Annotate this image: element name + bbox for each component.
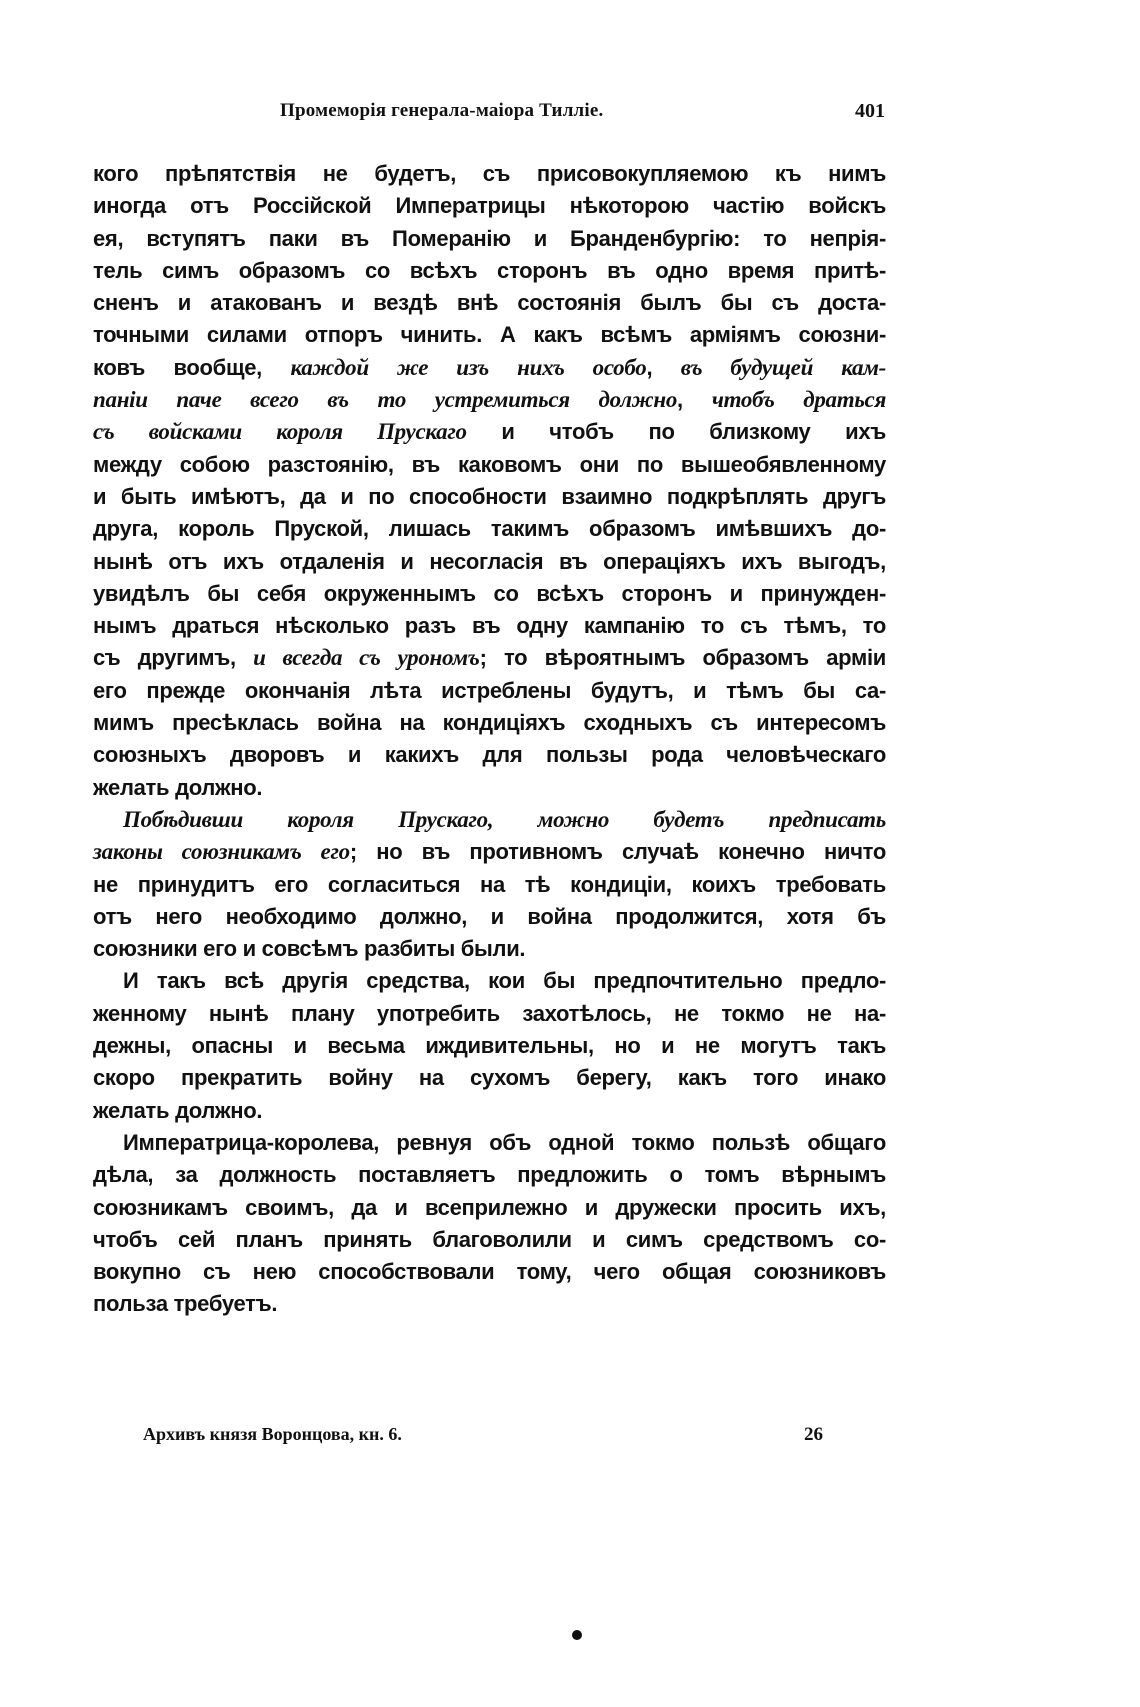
text-segment: , bbox=[677, 387, 712, 413]
text-line bbox=[93, 352, 886, 384]
text-segment: его прежде окончанія лѣта истреблены будутъ, и тѣмъ бы са- bbox=[93, 677, 886, 703]
text-segment: съ другимъ, bbox=[93, 645, 254, 671]
text-line bbox=[93, 901, 886, 933]
italic-text: законы союзникамъ его bbox=[93, 839, 350, 865]
text-line bbox=[93, 158, 886, 190]
text-segment: кого прѣпятствія не будетъ, съ присовокупляемою къ нимъ bbox=[93, 161, 886, 186]
text-line bbox=[93, 190, 886, 222]
text-segment: ; то вѣроятнымъ образомъ арміи bbox=[479, 645, 886, 671]
paragraph bbox=[93, 804, 886, 965]
text-segment: и быть имѣютъ, да и по способности взаимно подкрѣплять другъ bbox=[93, 483, 886, 509]
text-segment: нымъ драться нѣсколько разъ въ одну кампанію то съ тѣмъ, то bbox=[93, 613, 886, 639]
text-segment: между собою разстоянію, въ каковомъ они по вышеобявленному bbox=[93, 451, 886, 477]
text-line bbox=[93, 1256, 886, 1288]
paragraph bbox=[93, 1127, 886, 1321]
text-line bbox=[93, 223, 886, 255]
text-line bbox=[93, 933, 886, 965]
text-line bbox=[93, 384, 886, 416]
text-line bbox=[93, 578, 886, 610]
text-segment: вокупно съ нею способствовали тому, чего общая союзниковъ bbox=[93, 1259, 886, 1285]
text-line bbox=[93, 739, 886, 771]
italic-text: Побѣдивши короля Прускаго, можно будетъ предписать bbox=[123, 806, 886, 832]
text-segment: Императрица-королева, ревнуя объ одной токмо пользѣ общаго bbox=[123, 1129, 886, 1155]
running-title: Промеморія генерала-маіора Тилліе. bbox=[280, 100, 604, 121]
page-number: 401 bbox=[855, 100, 885, 122]
text-line bbox=[93, 449, 886, 481]
text-line bbox=[93, 610, 886, 642]
text-segment: скоро прекратить войну на сухомъ берегу, какъ того инако bbox=[93, 1065, 886, 1091]
text-line bbox=[93, 836, 886, 868]
text-line bbox=[93, 869, 886, 901]
text-line bbox=[93, 319, 886, 351]
text-segment: желать должно. bbox=[93, 774, 263, 800]
text-line bbox=[93, 481, 886, 513]
text-line bbox=[93, 1159, 886, 1191]
page-footer bbox=[143, 1424, 823, 1445]
text-line bbox=[93, 513, 886, 545]
text-line bbox=[93, 416, 886, 448]
text-line bbox=[93, 642, 886, 674]
text-segment: желать должно. bbox=[93, 1097, 263, 1123]
text-segment: увидѣлъ бы себя окруженнымъ со всѣхъ сторонъ и принужден- bbox=[93, 580, 886, 606]
italic-text: чтобъ драться bbox=[711, 387, 886, 413]
text-line bbox=[93, 1030, 886, 1062]
text-segment: И такъ всѣ другія средства, кои бы предпочтительно предло- bbox=[123, 968, 886, 994]
text-segment: друга, король Пруской, лишась такимъ образомъ имѣвшихъ до- bbox=[93, 516, 886, 542]
signature-mark: 26 bbox=[804, 1424, 823, 1445]
italic-text: паніи паче всего въ то устремиться должно bbox=[93, 387, 678, 413]
text-segment: мимъ пресѣклась война на кондиціяхъ сходныхъ съ интересомъ bbox=[93, 710, 886, 736]
text-segment: чтобъ сей планъ принять благоволили и симъ средствомъ со- bbox=[93, 1226, 886, 1252]
text-segment: точными силами отпоръ чинить. А какъ всѣмъ арміямъ союзни- bbox=[93, 322, 886, 348]
text-line bbox=[93, 1127, 886, 1159]
running-head bbox=[280, 100, 885, 130]
paragraph bbox=[93, 158, 886, 804]
text-segment: ; но въ противномъ случаѣ конечно ничто bbox=[349, 839, 886, 865]
italic-text: каждой же изъ нихъ особо bbox=[290, 354, 647, 380]
text-line bbox=[93, 1095, 886, 1127]
ink-blot bbox=[572, 1630, 582, 1640]
text-segment: женному нынѣ плану употребить захотѣлось, не токмо не на- bbox=[93, 1000, 886, 1026]
italic-text: въ будущей кам- bbox=[680, 354, 887, 380]
text-segment: союзникамъ своимъ, да и всеприлежно и дружески просить ихъ, bbox=[93, 1194, 886, 1220]
text-segment: ковъ вообще, bbox=[93, 354, 291, 380]
text-segment: тель симъ образомъ со всѣхъ сторонъ въ одно время притѣ- bbox=[93, 257, 886, 283]
text-line bbox=[93, 255, 886, 287]
text-line bbox=[93, 1288, 886, 1320]
footer-source: Архивъ князя Воронцова, кн. 6. bbox=[143, 1424, 402, 1444]
italic-text: съ войсками короля Прускаго bbox=[93, 419, 467, 445]
text-segment: иногда отъ Россійской Императрицы нѣкоторою частію войскъ bbox=[93, 193, 886, 219]
text-line bbox=[93, 998, 886, 1030]
text-segment: отъ него необходимо должно, и война продолжится, хотя бъ bbox=[93, 903, 886, 929]
text-segment: , bbox=[646, 354, 681, 380]
italic-text: и всегда съ урономъ bbox=[253, 645, 480, 671]
text-segment: союзники его и совсѣмъ разбиты были. bbox=[93, 936, 526, 962]
text-segment: польза требуетъ. bbox=[93, 1291, 278, 1317]
text-line bbox=[93, 1192, 886, 1224]
text-segment: нынѣ отъ ихъ отдаленія и несогласія въ операціяхъ ихъ выгодъ, bbox=[93, 548, 886, 574]
paragraph bbox=[93, 965, 886, 1126]
text-line bbox=[93, 1062, 886, 1094]
text-segment: союзныхъ дворовъ и какихъ для пользы рода человѣческаго bbox=[93, 742, 886, 768]
text-line bbox=[93, 772, 886, 804]
text-line bbox=[93, 287, 886, 319]
text-line bbox=[93, 804, 886, 836]
body-text bbox=[93, 158, 886, 1321]
text-segment: дежны, опасны и весьма иждивительны, но и не могутъ такъ bbox=[93, 1033, 886, 1059]
text-segment: сненъ и атакованъ и вездѣ внѣ состоянія былъ бы съ доста- bbox=[93, 290, 886, 316]
text-segment: дѣла, за должность поставляетъ предложить о томъ вѣрнымъ bbox=[93, 1162, 886, 1188]
text-segment: не принудитъ его согласиться на тѣ кондиціи, коихъ требовать bbox=[93, 871, 886, 897]
text-segment: и чтобъ по близкому ихъ bbox=[466, 419, 887, 445]
text-line bbox=[93, 707, 886, 739]
text-line bbox=[93, 546, 886, 578]
text-segment: ея, вступятъ паки въ Померанію и Бранденбургію: то непрія- bbox=[93, 225, 886, 251]
text-line bbox=[93, 965, 886, 997]
text-line bbox=[93, 675, 886, 707]
text-line bbox=[93, 1224, 886, 1256]
